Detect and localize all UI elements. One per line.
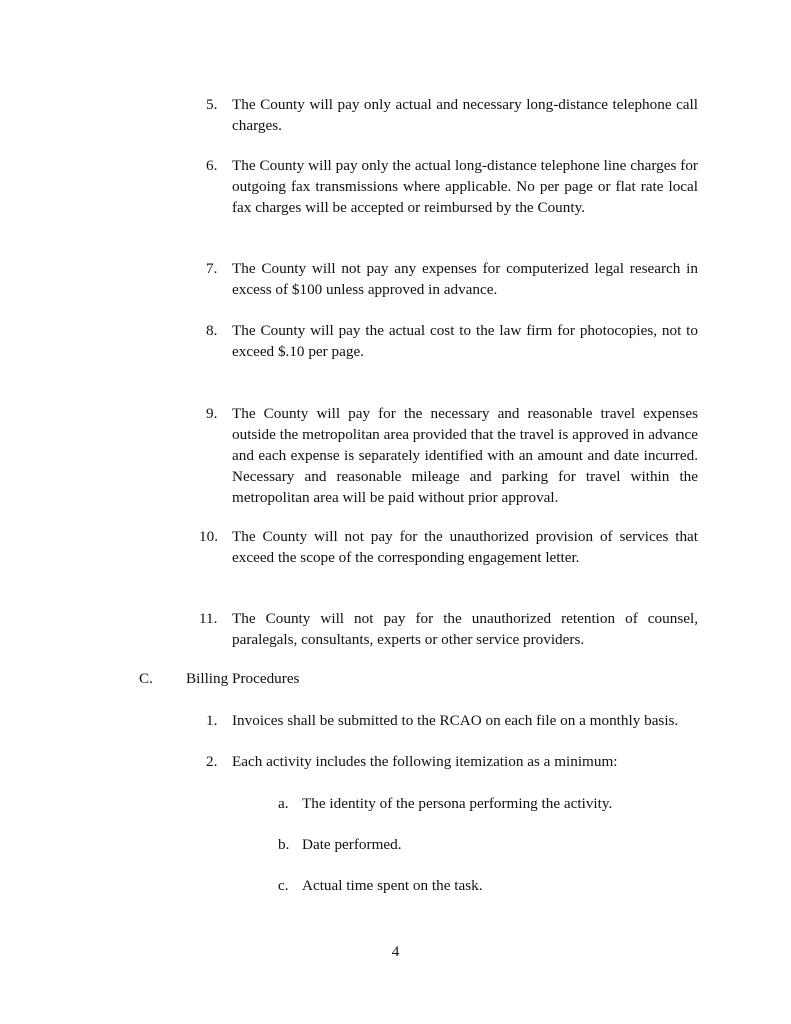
list-item [206,403,698,508]
sub-item-letter: c. [278,877,289,894]
item-number: 5. [206,96,218,113]
sub-item-text: The identity of the persona performing the activity. [302,795,613,812]
section-letter: C. [139,670,153,687]
item-number: 6. [206,157,218,174]
sub-item-letter: a. [278,795,289,812]
list-item [206,320,698,362]
sub-item-text: Actual time spent on the task. [302,877,483,894]
item-number: 1. [206,712,218,729]
item-number: 2. [206,753,218,770]
page-number: 4 [391,943,400,960]
item-number: 9. [206,405,218,422]
list-item [206,155,698,218]
item-text: The County will pay for the necessary and reasonable travel expenses outside the metropolitan area provided that the travel is approved in advance and each expense is separately identified with an amount and date incurred. Necessary and reasonable mileage and parking for travel within the metropolitan area will be paid without prior approval. [232,405,698,506]
list-item [206,94,698,136]
item-text: The County will pay the actual cost to the law firm for photocopies, not to exceed $.10 per page. [232,322,698,360]
list-item [199,608,698,650]
list-item [206,710,698,731]
item-text: The County will pay only the actual long-distance telephone line charges for outgoing fax transmissions where applicable. No per page or flat rate local fax charges will be accepted or reimbursed by the County. [232,157,698,216]
item-text: Invoices shall be submitted to the RCAO on each file on a monthly basis. [232,712,679,729]
list-item [206,751,698,772]
sub-item-text: Date performed. [302,836,402,853]
item-text: The County will pay only actual and necessary long-distance telephone call charges. [232,96,698,134]
item-number: 11. [199,610,218,627]
item-number: 10. [199,528,218,545]
list-item [206,258,698,300]
item-text: The County will not pay for the unauthorized provision of services that exceed the scope of the corresponding engagement letter. [232,528,698,566]
item-text: Each activity includes the following itemization as a minimum: [232,753,618,770]
item-number: 8. [206,322,218,339]
item-text: The County will not pay for the unauthorized retention of counsel, paralegals, consultants, experts or other service providers. [232,610,698,648]
item-number: 7. [206,260,218,277]
section-title: Billing Procedures [186,670,300,687]
list-item [199,526,698,568]
sub-item-letter: b. [278,836,290,853]
item-text: The County will not pay any expenses for computerized legal research in excess of $100 unless approved in advance. [232,260,698,298]
